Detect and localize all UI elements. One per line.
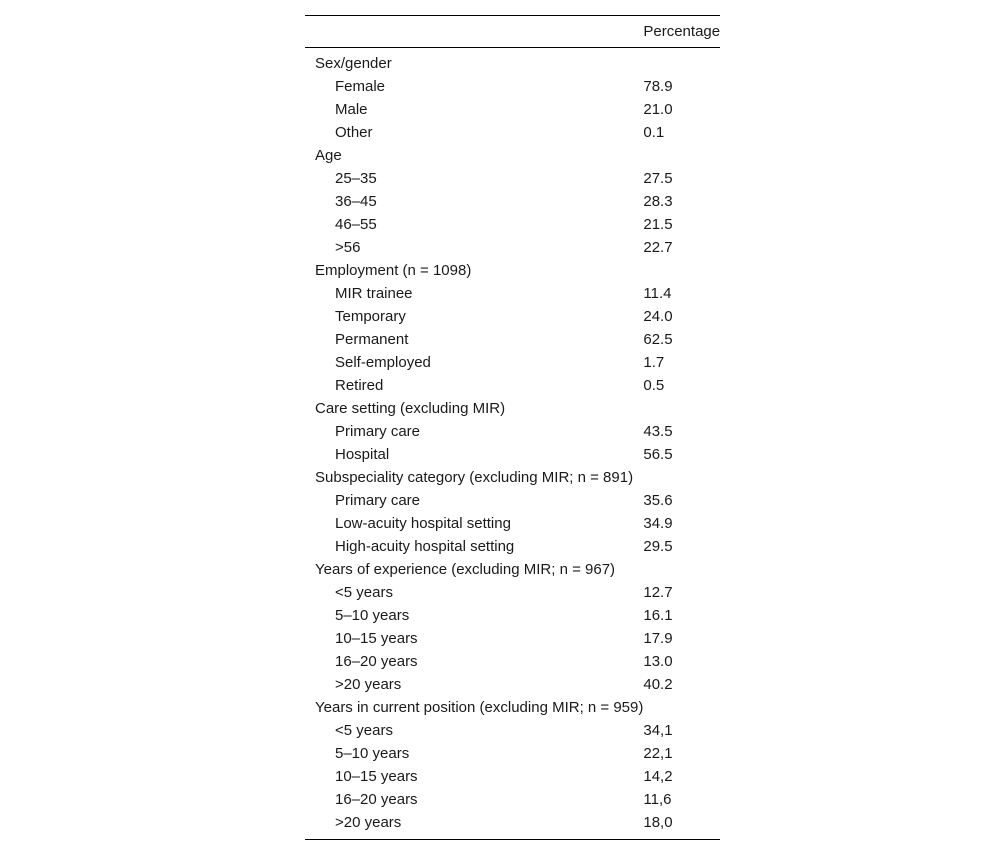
table-row	[305, 788, 720, 811]
row-label: 10–15 years	[335, 768, 418, 785]
table-row	[305, 282, 720, 305]
table-row	[305, 259, 720, 282]
row-label: >56	[335, 239, 361, 256]
row-label: Permanent	[335, 331, 409, 348]
table-row	[305, 466, 720, 489]
row-value: 0.1	[643, 124, 665, 141]
table-row	[305, 443, 720, 466]
table-row	[305, 374, 720, 397]
table-row	[305, 673, 720, 696]
row-value: 16.1	[643, 607, 673, 624]
row-label: 5–10 years	[335, 745, 410, 762]
table-row	[305, 765, 720, 788]
table-row	[305, 75, 720, 98]
row-label: >20 years	[335, 814, 402, 831]
header-label-cell	[305, 16, 643, 48]
table-row	[305, 328, 720, 351]
row-value	[643, 144, 720, 167]
table-row	[305, 535, 720, 558]
table-row	[305, 213, 720, 236]
row-value: 40.2	[643, 676, 673, 693]
row-value: 24.0	[643, 308, 673, 325]
table-header	[305, 16, 720, 48]
table-row	[305, 397, 720, 420]
row-label: Years of experience (excluding MIR; n = 967)	[315, 561, 616, 578]
row-value: 18,0	[643, 814, 673, 831]
row-value: 34,1	[643, 722, 673, 739]
row-value	[643, 397, 720, 420]
row-label: 5–10 years	[335, 607, 410, 624]
table-row	[305, 719, 720, 742]
demographics-table	[305, 15, 720, 840]
row-value: 21.0	[643, 101, 673, 118]
table-row	[305, 558, 720, 581]
row-label: 16–20 years	[335, 653, 418, 670]
row-value: 14,2	[643, 768, 673, 785]
table-row	[305, 121, 720, 144]
table-row	[305, 604, 720, 627]
table-row	[305, 581, 720, 604]
row-label: Age	[315, 147, 342, 164]
row-label: <5 years	[335, 722, 393, 739]
row-value: 11.4	[643, 285, 672, 302]
table-row	[305, 489, 720, 512]
row-label: High-acuity hospital setting	[335, 538, 515, 555]
row-label: Temporary	[335, 308, 406, 325]
row-label: Subspeciality category (excluding MIR; n = 891)	[315, 469, 634, 486]
row-value	[643, 48, 720, 76]
row-label: 25–35	[335, 170, 377, 187]
row-value	[643, 696, 720, 719]
row-label: 46–55	[335, 216, 377, 233]
table-row	[305, 305, 720, 328]
row-value: 12.7	[643, 584, 673, 601]
row-value: 29.5	[643, 538, 673, 555]
row-label: Employment (n = 1098)	[315, 262, 472, 279]
row-value: 17.9	[643, 630, 673, 647]
row-value: 22,1	[643, 745, 673, 762]
row-value: 27.5	[643, 170, 673, 187]
row-value: 1.7	[643, 354, 665, 371]
row-value: 62.5	[643, 331, 673, 348]
row-label: Primary care	[335, 492, 421, 509]
table-row	[305, 144, 720, 167]
row-label: Low-acuity hospital setting	[335, 515, 511, 532]
row-label: Primary care	[335, 423, 421, 440]
row-value: 43.5	[643, 423, 673, 440]
table-row	[305, 236, 720, 259]
row-value: 56.5	[643, 446, 673, 463]
data-table-container	[305, 15, 721, 840]
row-value: 21.5	[643, 216, 673, 233]
row-label: Years in current position (excluding MIR; n = 959)	[315, 699, 644, 716]
table-row	[305, 811, 720, 840]
row-value: 22.7	[643, 239, 673, 256]
row-value: 78.9	[643, 78, 673, 95]
row-label: Female	[335, 78, 386, 95]
row-value	[643, 259, 720, 282]
row-label: Hospital	[335, 446, 390, 463]
table-row	[305, 351, 720, 374]
row-label: <5 years	[335, 584, 393, 601]
row-value: 11,6	[643, 791, 672, 808]
row-label: Male	[335, 101, 368, 118]
row-label: 16–20 years	[335, 791, 418, 808]
row-value: 0.5	[643, 377, 665, 394]
table-row	[305, 48, 720, 76]
row-value: 35.6	[643, 492, 673, 509]
row-label: MIR trainee	[335, 285, 413, 302]
row-value	[643, 466, 720, 489]
header-row	[305, 16, 720, 48]
row-label: Other	[335, 124, 373, 141]
row-label: Retired	[335, 377, 384, 394]
table-row	[305, 650, 720, 673]
row-value: 28.3	[643, 193, 673, 210]
table-row	[305, 696, 720, 719]
row-label: 10–15 years	[335, 630, 418, 647]
row-label: >20 years	[335, 676, 402, 693]
table-row	[305, 512, 720, 535]
row-label: 36–45	[335, 193, 377, 210]
row-value	[643, 558, 720, 581]
row-label: Self-employed	[335, 354, 431, 371]
table-row	[305, 420, 720, 443]
row-label: Care setting (excluding MIR)	[315, 400, 506, 417]
table-row	[305, 167, 720, 190]
table-row	[305, 742, 720, 765]
header-percentage: Percentage	[643, 23, 721, 40]
row-value: 34.9	[643, 515, 673, 532]
table-row	[305, 627, 720, 650]
row-label: Sex/gender	[315, 55, 392, 72]
table-row	[305, 190, 720, 213]
table-row	[305, 98, 720, 121]
table-body	[305, 48, 720, 840]
row-value: 13.0	[643, 653, 673, 670]
